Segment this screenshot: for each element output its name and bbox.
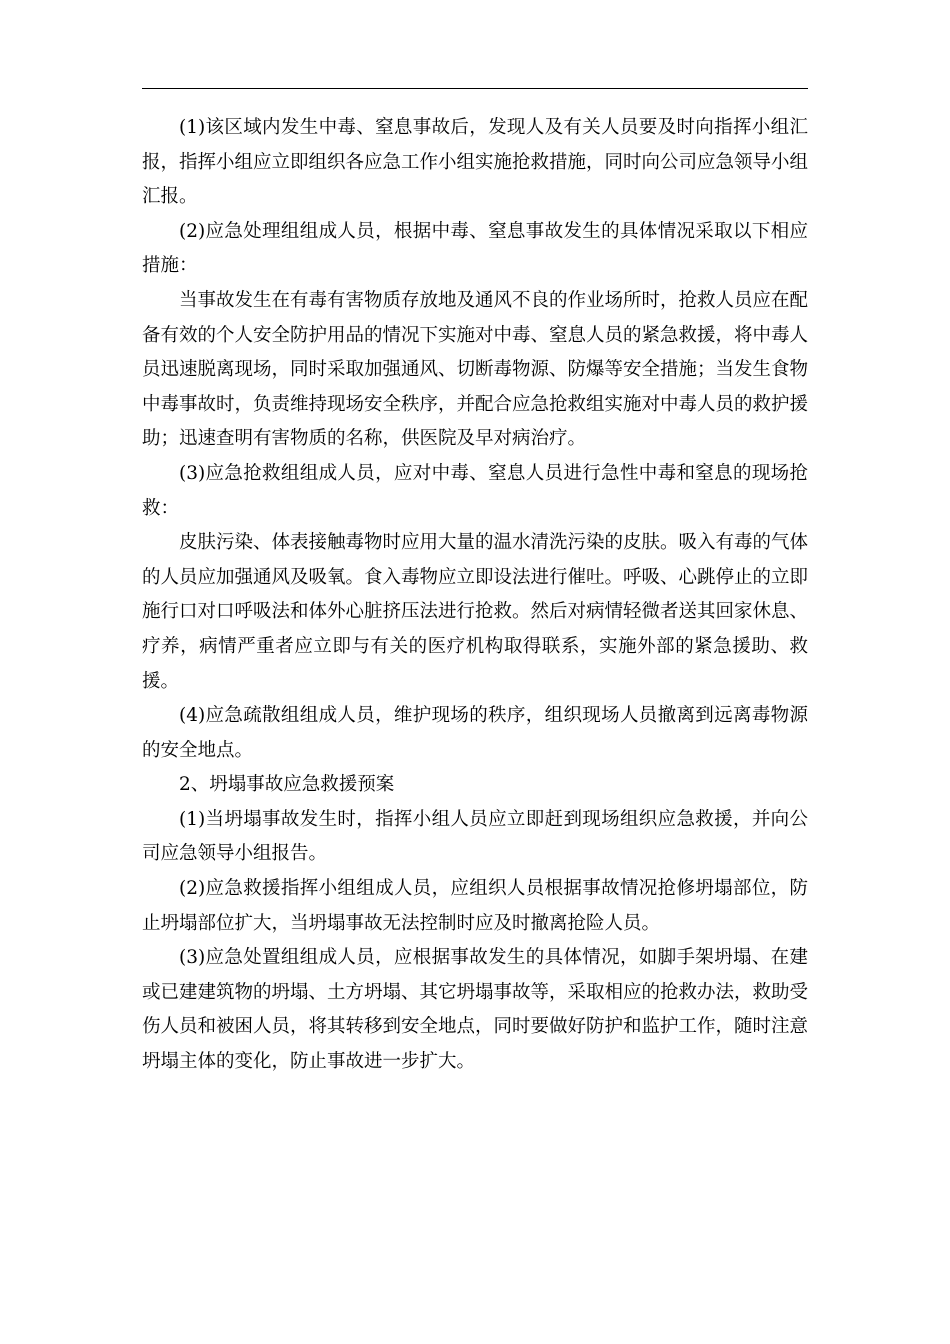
header-rule: [142, 88, 808, 89]
document-body: [142, 111, 808, 1080]
paragraph-4: (3)应急抢救组组成人员，应对中毒、窒息人员进行急性中毒和窒息的现场抢救：: [142, 462, 808, 519]
section-heading: 2、坍塌事故应急救援预案: [179, 774, 395, 796]
paragraph-3: 当事故发生在有毒有害物质存放地及通风不良的作业场所时，抢救人员应在配备有效的个人安全防护用品的情况下实施对中毒、窒息人员的紧急救援，将中毒人员迅速脱离现场，同时采取加强通风、切断毒物源、防爆等安全措施；当发生食物中毒事故时，负责维持现场安全秩序，并配合应急抢救组实施对中毒人员的救护援助；迅速查明有害物质的名称，供医院及早对病治疗。: [142, 289, 809, 450]
paragraph-6: (4)应急疏散组组成人员，维护现场的秩序，组织现场人员撤离到远离毒物源的安全地点。: [142, 705, 808, 761]
paragraph-1: (1)该区域内发生中毒、窒息事故后，发现人及有关人员要及时向指挥小组汇报，指挥小组应立即组织各应急工作小组实施抢救措施，同时向公司应急领导小组汇报。: [142, 117, 809, 208]
paragraph-7: (1)当坍塌事故发生时，指挥小组人员应立即赶到现场组织应急救援，并向公司应急领导小组报告。: [142, 808, 808, 865]
paragraph-2: (2)应急处理组组成人员，根据中毒、窒息事故发生的具体情况采取以下相应措施：: [142, 220, 808, 277]
paragraph-5: 皮肤污染、体表接触毒物时应用大量的温水清洗污染的皮肤。吸入有毒的气体的人员应加强通风及吸氧。食入毒物应立即设法进行催吐。呼吸、心跳停止的立即施行口对口呼吸法和体外心脏挤压法进行抢救。然后对病情轻微者送其回家休息、疗养，病情严重者应立即与有关的医疗机构取得联系，实施外部的紧急援助、救援。: [142, 532, 809, 692]
paragraph-9: (3)应急处置组组成人员，应根据事故发生的具体情况，如脚手架坍塌、在建或已建建筑物的坍塌、土方坍塌、其它坍塌事故等，采取相应的抢救办法，救助受伤人员和被困人员，将其转移到安全地点，同时要做好防护和监护工作，随时注意坍塌主体的变化，防止事故进一步扩大。: [142, 947, 809, 1073]
paragraph-8: (2)应急救援指挥小组组成人员，应组织人员根据事故情况抢修坍塌部位，防止坍塌部位扩大，当坍塌事故无法控制时应及时撤离抢险人员。: [142, 878, 808, 934]
